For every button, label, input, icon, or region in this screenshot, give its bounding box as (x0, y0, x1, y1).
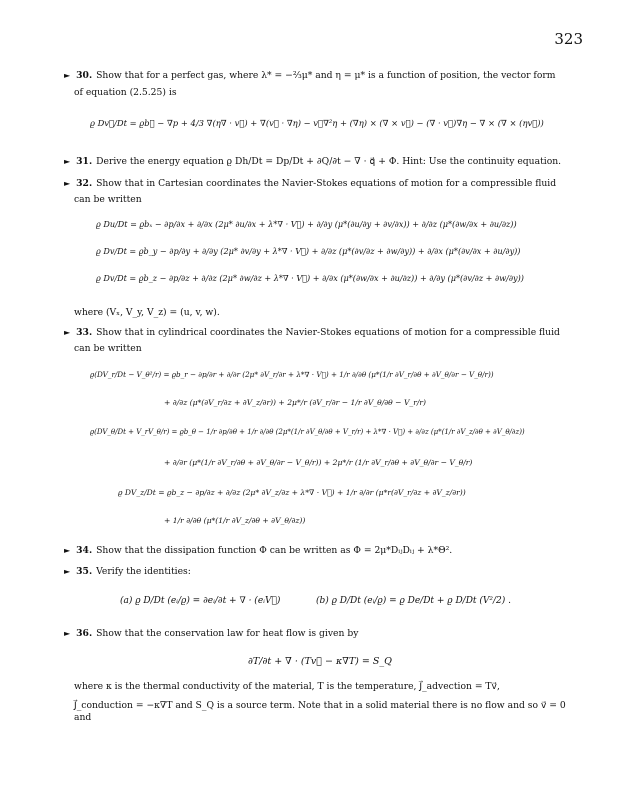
problem-34 (64, 545, 564, 557)
problem-text: Show that the dissipation function Φ can be written as Φ = 2μ*DᵢⱼDᵢⱼ + λ*Θ². (96, 545, 453, 556)
problem-32-cont: can be written (74, 194, 142, 205)
equation-33-2: + ∂/∂z (μ*(∂V_r/∂z + ∂V_z/∂r)) + 2μ*/r (∂V_r/∂r − 1/r ∂V_θ/∂θ − V_r/r) (164, 398, 427, 407)
problem-number: 34. (76, 545, 93, 556)
problem-text: Show that in cylindrical coordinates the Navier-Stokes equations of motion for a compressible fluid (96, 327, 560, 338)
triangle-marker-icon: ► (64, 328, 71, 337)
problem-33-cont: can be written (74, 343, 142, 354)
problem-36 (64, 628, 564, 640)
triangle-marker-icon: ► (64, 567, 71, 576)
equation-32-2: ϱ Dv/Dt = ϱb_y − ∂p/∂y + ∂/∂y (2μ* ∂v/∂y + λ*∇ · V⃗) + ∂/∂z (μ*(∂v/∂z + ∂w/∂y)) + ∂/∂x (μ*(∂v/∂x + ∂u/∂y)) (96, 246, 521, 256)
problem-number: 36. (76, 628, 93, 639)
triangle-marker-icon: ► (64, 179, 71, 188)
equation-33-3: ϱ(DV_θ/Dt + V_rV_θ/r) = ϱb_θ − 1/r ∂p/∂θ + 1/r ∂/∂θ (2μ*(1/r ∂V_θ/∂θ + V_r/r) + λ*∇ · V⃗) + ∂/∂z (μ*(1/r ∂V_z/∂θ + ∂V_θ/∂z)) (90, 428, 525, 436)
problem-text: Derive the energy equation ϱ Dh/Dt = Dp/Dt + ∂Q/∂t − ∇ · q⃗ + Φ. Hint: Use the continuity equation. (96, 156, 562, 167)
problem-30 (64, 70, 564, 82)
problem-number: 30. (76, 70, 93, 81)
footer-line-1: where κ is the thermal conductivity of the material, T is the temperature, J⃗_advection = Tv⃗, (74, 681, 500, 692)
triangle-marker-icon: ► (64, 71, 71, 80)
equation-35b: (b) ϱ D/Dt (eᵢ/ϱ) = ϱ De/Dt + ϱ D/Dt (V²/2) . (316, 596, 512, 606)
equation-33-1: ϱ(DV_r/Dt − V_θ²/r) = ϱb_r − ∂p/∂r + ∂/∂r (2μ* ∂V_r/∂r + λ*∇ · V⃗) + 1/r ∂/∂θ (μ*(1/r ∂V_r/∂θ + ∂V_θ/∂r − V_θ/r)) (90, 370, 494, 379)
equation-33-4: + ∂/∂r (μ*(1/r ∂V_r/∂θ + ∂V_θ/∂r − V_θ/r)) + 2μ*/r (1/r ∂V_r/∂θ + ∂V_θ/∂r − V_θ/r) (164, 458, 473, 467)
problem-31 (64, 156, 564, 168)
triangle-marker-icon: ► (64, 546, 71, 555)
problem-text: Show that in Cartesian coordinates the Navier-Stokes equations of motion for a compressible fluid (96, 178, 557, 189)
where-32: where (Vₓ, V_y, V_z) = (u, v, w). (74, 307, 220, 318)
triangle-marker-icon: ► (64, 157, 71, 166)
triangle-marker-icon: ► (64, 629, 71, 638)
equation-36: ∂T/∂t + ∇ · (Tv⃗ − κ∇T) = S_Q (248, 656, 392, 667)
problem-33 (64, 327, 564, 339)
problem-number: 33. (76, 327, 93, 338)
equation-32-3: ϱ Dv/Dt = ϱb_z − ∂p/∂z + ∂/∂z (2μ* ∂w/∂z + λ*∇ · V⃗) + ∂/∂x (μ*(∂w/∂x + ∂u/∂z)) + ∂/∂y (μ*(∂v/∂z + ∂w/∂y)) (96, 273, 524, 283)
equation-33-6: + 1/r ∂/∂θ (μ*(1/r ∂V_z/∂θ + ∂V_θ/∂z)) (164, 516, 306, 525)
equation-35a: (a) ϱ D/Dt (eᵢ/ϱ) = ∂eᵢ/∂t + ∇ · (eᵢV⃗) (120, 596, 281, 606)
equation-33-5: ϱ DV_z/Dt = ϱb_z − ∂p/∂z + ∂/∂z (2μ* ∂V_z/∂z + λ*∇ · V⃗) + 1/r ∂/∂r (μ*r(∂V_r/∂z + ∂V_z/∂r)) (118, 488, 466, 497)
problem-32 (64, 178, 564, 190)
problem-number: 31. (76, 156, 93, 167)
problem-number: 32. (76, 178, 93, 189)
problem-30-cont: of equation (2.5.25) is (74, 87, 177, 98)
problem-35 (64, 566, 564, 578)
problem-number: 35. (76, 566, 93, 577)
equation-30: ϱ Dv⃗/Dt = ϱb⃗ − ∇p + 4/3 ∇(η∇ · v⃗) + ∇(v⃗ · ∇η) − v⃗∇²η + (∇η) × (∇ × v⃗) − (∇ · v⃗)∇η − ∇ × (∇ × (ηv⃗)) (90, 118, 544, 128)
footer-line-2: J⃗_conduction = −κ∇T and S_Q is a source term. Note that in a solid material there is no flow and so v⃗ = 0 and (74, 700, 566, 723)
page-number: 323 (554, 30, 583, 48)
problem-text: Verify the identities: (96, 566, 191, 577)
problem-text: Show that for a perfect gas, where λ* = −⅔μ* and η = μ* is a function of position, the vector form (96, 70, 556, 81)
problem-text: Show that the conservation law for heat flow is given by (96, 628, 359, 639)
equation-32-1: ϱ Du/Dt = ϱbₓ − ∂p/∂x + ∂/∂x (2μ* ∂u/∂x + λ*∇ · V⃗) + ∂/∂y (μ*(∂u/∂y + ∂v/∂x)) + ∂/∂z (μ*(∂w/∂x + ∂u/∂z)) (96, 219, 517, 229)
